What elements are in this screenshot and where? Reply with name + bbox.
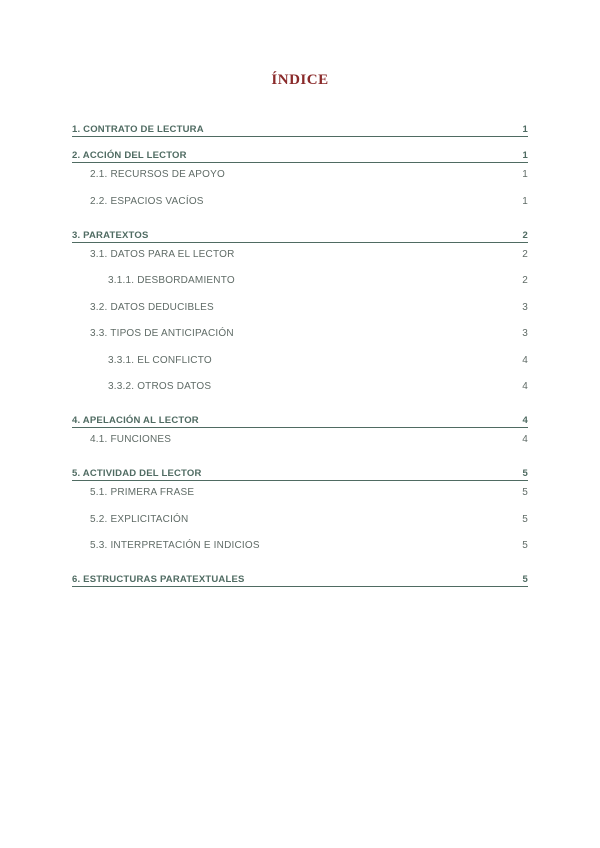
toc-entry[interactable] <box>72 428 528 455</box>
toc-entry-label[interactable]: 4. APELACIÓN AL LECTOR <box>72 415 199 426</box>
toc-entry[interactable] <box>72 375 528 402</box>
toc-entry[interactable] <box>72 534 528 561</box>
toc-entry-label[interactable]: 5. ACTIVIDAD DEL LECTOR <box>72 468 202 479</box>
toc-entry[interactable] <box>72 296 528 323</box>
toc-entry-label[interactable]: 2.2. ESPACIOS VACÍOS <box>90 195 204 207</box>
toc-entry[interactable] <box>72 481 528 508</box>
toc-entry-label[interactable]: 4.1. FUNCIONES <box>90 434 172 446</box>
toc-entry[interactable] <box>72 163 528 190</box>
toc-entry-label[interactable]: 1. CONTRATO DE LECTURA <box>72 123 204 135</box>
toc-entry-page-number[interactable]: 2 <box>522 229 528 241</box>
toc-entry-page-number[interactable]: 1 <box>522 123 528 135</box>
toc-entry-page-number[interactable]: 5 <box>522 468 528 479</box>
toc-entry-page-number[interactable]: 4 <box>522 381 528 393</box>
toc-entry-page-number[interactable]: 4 <box>522 415 528 426</box>
toc-entry[interactable] <box>72 322 528 349</box>
toc-entry[interactable] <box>72 216 528 243</box>
toc-entry[interactable] <box>72 561 528 588</box>
toc-entry[interactable] <box>72 269 528 296</box>
toc-entry-page-number[interactable]: 5 <box>522 487 528 499</box>
toc-entry-page-number[interactable]: 5 <box>522 513 528 525</box>
toc-entry[interactable] <box>72 402 528 429</box>
toc-entry-label[interactable]: 5.1. PRIMERA FRASE <box>90 487 195 499</box>
toc-entry[interactable] <box>72 110 528 137</box>
toc-entry-label[interactable]: 3.3. TIPOS DE ANTICIPACIÓN <box>90 328 234 340</box>
toc-entry-page-number[interactable]: 1 <box>522 169 528 181</box>
toc-entry[interactable] <box>72 349 528 376</box>
toc-entry[interactable] <box>72 455 528 482</box>
toc-entry-label[interactable]: 3. PARATEXTOS <box>72 229 149 241</box>
toc-entry-label[interactable]: 3.1. DATOS PARA EL LECTOR <box>90 248 235 260</box>
table-of-contents <box>72 110 528 587</box>
toc-entry-page-number[interactable]: 3 <box>522 301 528 313</box>
toc-entry-label[interactable]: 5.3. INTERPRETACIÓN E INDICIOS <box>90 540 260 552</box>
toc-entry-label[interactable]: 3.3.2. OTROS DATOS <box>108 381 212 393</box>
toc-entry-label[interactable]: 6. ESTRUCTURAS PARATEXTUALES <box>72 574 245 585</box>
toc-entry-label[interactable]: 3.1.1. DESBORDAMIENTO <box>108 275 235 287</box>
toc-entry-label[interactable]: 3.3.1. EL CONFLICTO <box>108 354 212 366</box>
toc-entry-label[interactable]: 2. ACCIÓN DEL LECTOR <box>72 150 187 161</box>
toc-entry-page-number[interactable]: 2 <box>522 248 528 260</box>
toc-entry-page-number[interactable]: 5 <box>522 574 528 585</box>
toc-entry[interactable] <box>72 137 528 164</box>
toc-entry-label[interactable]: 5.2. EXPLICITACIÓN <box>90 513 189 525</box>
toc-entry[interactable] <box>72 243 528 270</box>
toc-entry-label[interactable]: 2.1. RECURSOS DE APOYO <box>90 169 225 181</box>
toc-entry-page-number[interactable]: 1 <box>522 150 528 161</box>
toc-title: ÍNDICE <box>271 72 329 88</box>
toc-entry-page-number[interactable]: 2 <box>522 275 528 287</box>
toc-entry[interactable] <box>72 508 528 535</box>
toc-entry-page-number[interactable]: 4 <box>522 354 528 366</box>
toc-entry-page-number[interactable]: 4 <box>522 434 528 446</box>
toc-entry-page-number[interactable]: 1 <box>522 195 528 207</box>
toc-entry-page-number[interactable]: 3 <box>522 328 528 340</box>
toc-entry-page-number[interactable]: 5 <box>522 540 528 552</box>
toc-entry-label[interactable]: 3.2. DATOS DEDUCIBLES <box>90 301 214 313</box>
toc-entry[interactable] <box>72 190 528 217</box>
